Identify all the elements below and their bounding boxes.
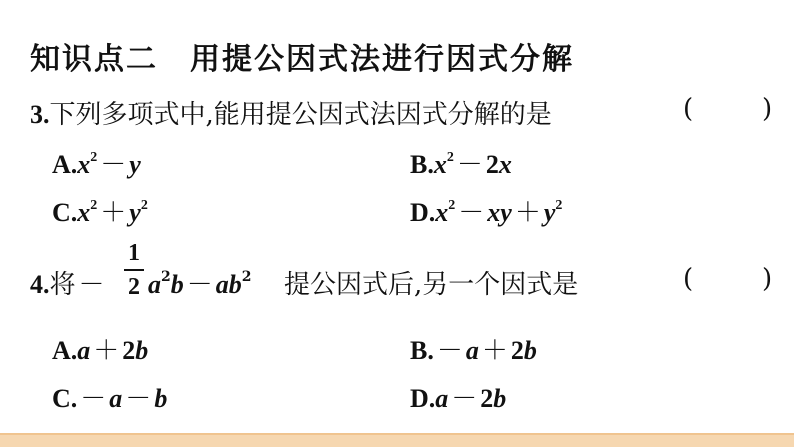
answer-paren-close: ) [762,264,773,294]
option-3c[interactable]: $C.x^2 + y^2$ [52,198,148,228]
question-4-expression: $a^2b - ab^2$ [148,269,252,300]
option-3a[interactable]: $A.x^2 - y$ [52,150,141,180]
section-title: 知识点二 [30,42,158,77]
option-4c[interactable]: C. － a － b [52,384,168,414]
option-4a[interactable]: A.a ＋ 2b [52,336,149,366]
question-number: 4. [30,270,50,299]
question-number: 3. [30,100,50,129]
option-3b[interactable]: $B.x^2 - 2x$ [410,150,512,180]
answer-paren-open: ( [683,264,694,294]
section-subtitle: 用提公因式法进行因式分解 [190,42,574,77]
answer-paren-open: ( [683,94,694,124]
question-4-lead: 4.将 － [30,270,105,300]
option-4b[interactable]: B. － a ＋ 2b [410,336,537,366]
question-4-text: 提公因式后,另一个因式是 [284,270,579,300]
option-4d[interactable]: D.a － 2b [410,384,507,414]
bottom-color-bar [0,435,794,447]
fraction-one-half: 1 2 [124,240,144,300]
section-heading [30,34,574,78]
option-3d[interactable]: $D.x^2$ － xy ＋ $y^2$ [410,198,563,228]
question-text: 下列多项式中,能用提公因式法因式分解的是 [49,100,552,130]
question-3 [30,94,552,131]
answer-paren-close: ) [762,94,773,124]
